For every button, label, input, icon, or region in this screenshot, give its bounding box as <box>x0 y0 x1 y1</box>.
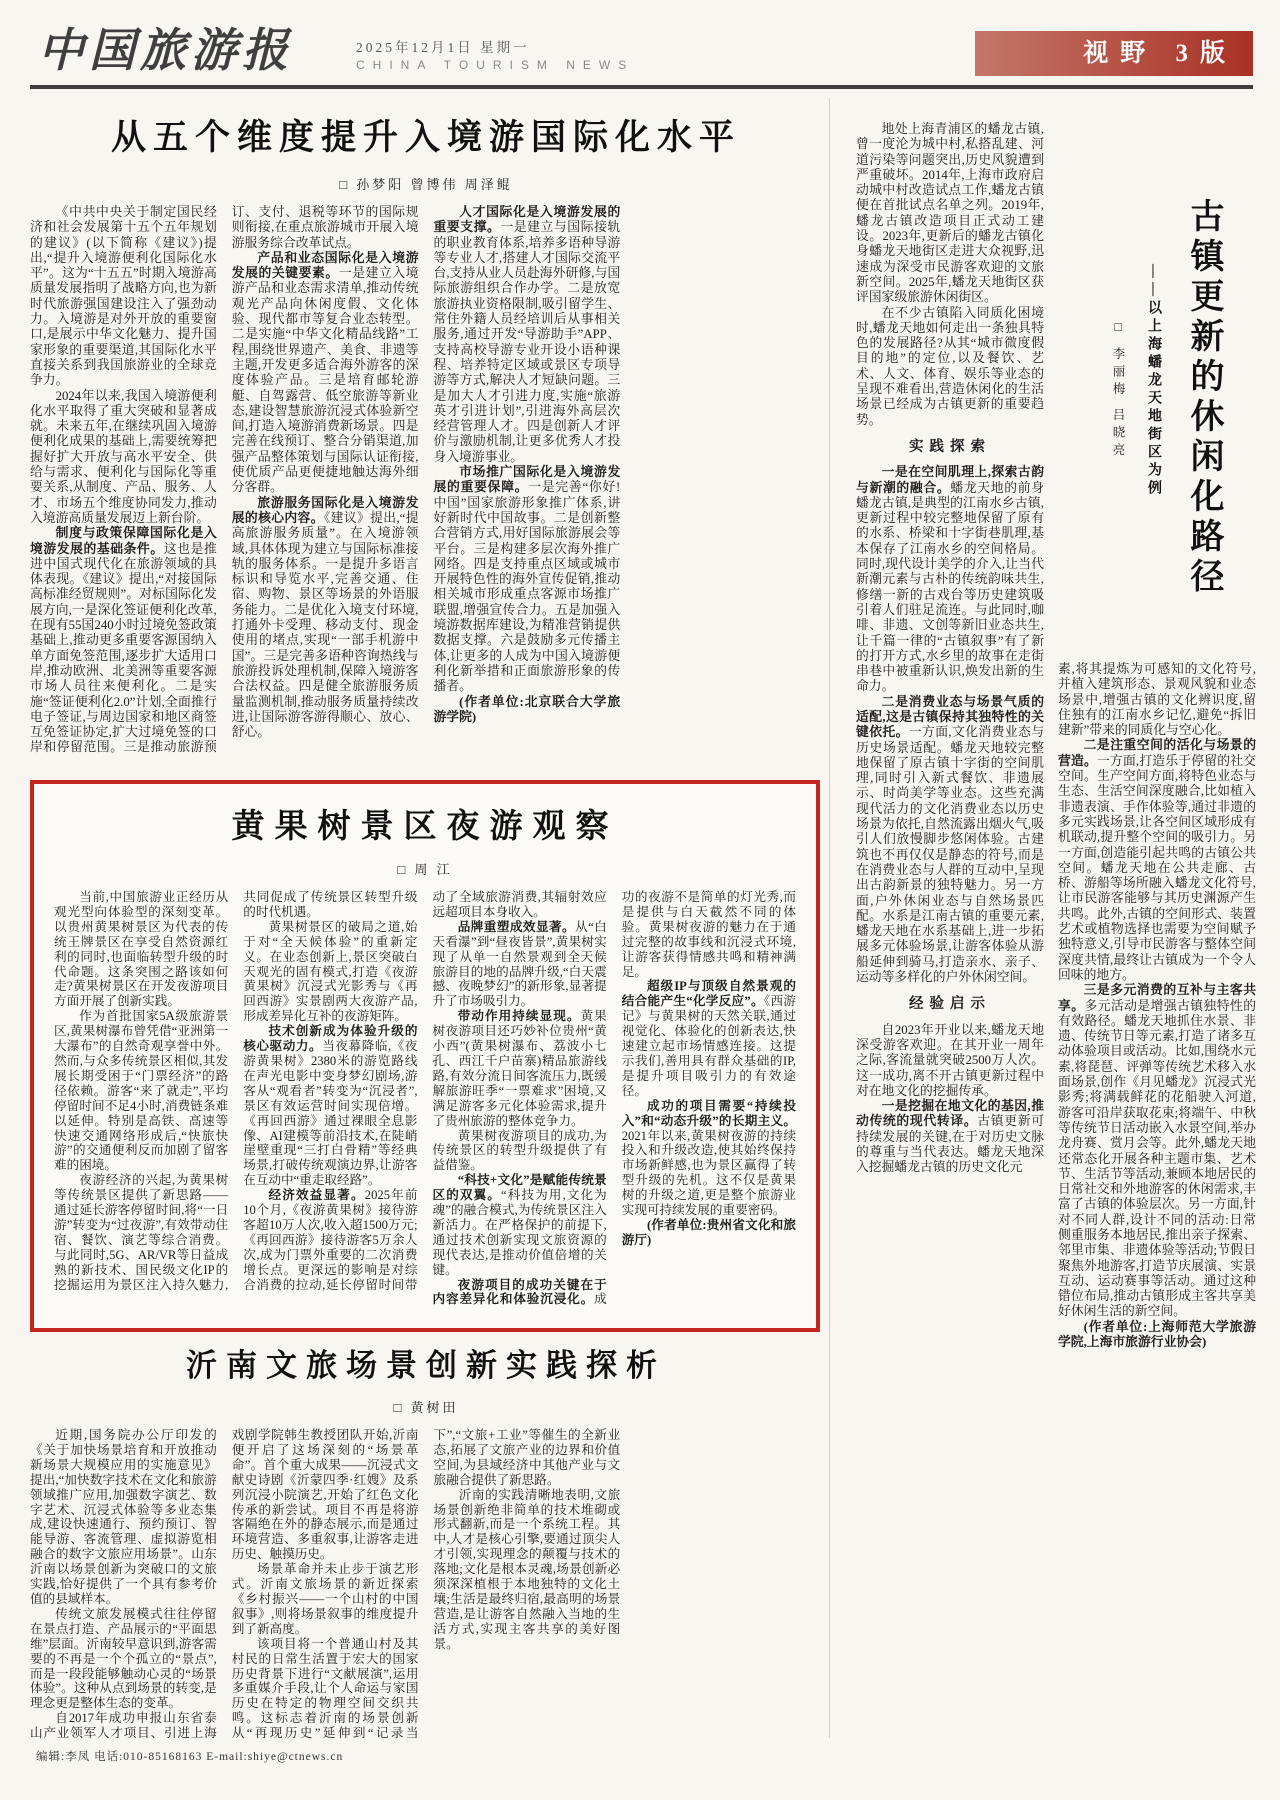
author-note: (作者单位:北京联合大学旅游学院) <box>433 694 621 724</box>
paragraph-lead: 产品和业态国际化是入境游发展的关键要素。 <box>231 250 419 281</box>
paragraph: 一是挖掘在地文化的基因,推动传统的现代转译。古镇更新可持续发展的关键,在于对历史文脉的尊重与当代表达。蟠龙天地深入挖掘蟠龙古镇的历史文化元 <box>856 1099 1044 1175</box>
paragraph-lead: 超级IP与顶级自然景观的结合能产生“化学反应”。 <box>621 979 796 1009</box>
section-subhead: 经验启示 <box>909 996 991 1013</box>
paragraph-lead: “科技+文化”是赋能传统景区的双翼。 <box>432 1173 607 1203</box>
paragraph: 自2017年成功申报山东省泰山产业领军人才项目、引进上海戏剧学院韩生教授团队开始,沂南便开启了这场深刻的“场景革命”。首个重大成果——沉浸式文献史诗剧《沂蒙四季·红嫂》及系列沉浸小院演艺,开始了红色文化传承的新尝试。项目不再是将游客隔绝在外的静态展示,而是通过环境营造、多重叙事,让游客走进历史、触摸历史。 <box>30 1428 419 1741</box>
paragraph: 带动作用持续显现。黄果树夜游项目还巧妙补位贵州“黄小西”(黄果树瀑布、荔波小七孔、西江千户苗寨)精品旅游线路,有效分流日间客流压力,既缓解旅游旺季“一票难求”困境,又满足游客多元化体验需求,提升了贵州旅游的整体竞争力。 <box>432 1009 607 1128</box>
paragraph: 黄果树景区的破局之道,始于对“全天候体验”的重新定义。在业态创新上,景区突破白天观光的固有模式,打造《夜游黄果树》沉浸式光影秀与《再回西游》实景剧两大夜游产品,形成差异化互补的夜游矩阵。 <box>243 919 418 1024</box>
paragraph: 素,将其提炼为可感知的文化符号,并植入建筑形态、景观风貌和业态场景中,增强古镇的文化辨识度,留住独有的江南水乡记忆,避免“拆旧建新”带来的同质化与空心化。 <box>1058 662 1256 738</box>
paragraph: 地处上海青浦区的蟠龙古镇,曾一度沦为城中村,私搭乱建、河道污染等问题突出,历史风貌遭到严重破坏。2014年,上海市政府启动城中村改造试点工作,蟠龙古镇便在首批试点名单之列。2019年,蟠龙古镇改造项目正式动工建设。2023年,更新后的蟠龙古镇化身蟠龙天地街区走进大众视野,迅速成为深受市民游客欢迎的文旅新空间。2025年,蟠龙天地街区获评国家级旅游休闲街区。 <box>856 122 1044 305</box>
paragraph: 制度与政策保障国际化是入境游发展的基础条件。这也是推进中国式现代化在旅游领域的具体表现。《建议》提出,“对接国际高标准经贸规则”。对标国际化发展方向,一是深化签证便利化改革,在现有55国240小时过境免签政策基础上,推动更多重要客源国纳入单方面免签范围,逐步扩大适用口岸,推动欧洲、北美洲等重要客源市场人员往来便利化。二是实施“签证便利化2.0”计划,全面推行电子签证,与周边国家和地区商签互免签证协定,扩大过境免签的口岸和停留范围。三是推动旅游预订、支付、退税等环节的国际规则衔接,在重点旅游城市开展入境游服务综合改革试点。 <box>30 205 419 755</box>
article-body <box>30 205 822 765</box>
article-column-left <box>856 122 1044 1708</box>
paragraph: 三是多元消费的互补与主客共享。多元活动是增强古镇独特性的有效路径。蟠龙天地抓住水景、非遗、传统节日等元素,打造了诸多互动体验项目或活动。比如,围绕水元素,将琵琶、评弹等传统艺术移入水面场景,创作《月见蟠龙》沉浸式光影秀;将满载鲜花的花船驶入河道,游客可沿岸获取花束;将端午、中秋等传统节日活动嵌入水景空间,举办龙舟赛、赏月会等。此外,蟠龙天地还常态化开展各种主题市集、艺术节、生活节等活动,兼顾本地居民的日常社交和外地游客的休闲需求,丰富了古镇的体验层次。另一方面,针对不同人群,设计不同的活动:日常侧重服务本地居民,推出亲子探索、邻里市集、非遗体验等活动;节假日聚焦外地游客,打造节庆展演、实景互动、运动赛事等活动。通过这种错位布局,推动古镇形成主客共享美好休闲生活的新空间。 <box>1058 983 1256 1319</box>
author-note: (作者单位:贵州省文化和旅游厅) <box>621 1217 796 1247</box>
paragraph: 《中共中央关于制定国民经济和社会发展第十五个五年规划的建议》(以下简称《建议》)提出,“提升入境游便利化国际化水平”。这为“十五五”时期入境游高质量发展指明了战略方向,也为新时代旅游强国建设注入了强劲动力。入境游是对外开放的重要窗口,是展示中华文化魅力、提升国家形象的重要渠道,其国际化水平直接关系到我国旅游业的全球竞争力。 <box>30 205 217 388</box>
vertical-headline-block <box>1058 122 1256 662</box>
header-divider <box>30 85 1253 89</box>
article-headline: 沂南文旅场景创新实践探析 <box>186 1348 666 1383</box>
paragraph: 市场推广国际化是入境游发展的重要保障。一是完善“你好!中国”国家旅游形象推广体系,讲好新时代中国故事。二是创新整合营销方式,用好国际旅游展会等平台。三是构建多层次海外推广网络。四是支持重点区域或城市开展特色性的海外宣传促销,推动相关城市形成重点客源市场推广联盟,增强宣传合力。五是加强入境游数据库建设,为精准营销提供数据支撑。六是鼓励多元传播主体,让更多的人成为中国入境游便利化新举措和正面旅游形象的传播者。 <box>433 465 621 694</box>
paragraph: 旅游服务国际化是入境游发展的核心内容。《建议》提出,“提高旅游服务质量”。在入境游领域,具体体现为建立与国际标准接轨的服务体系。一是提升多语言标识和导览水平,完善交通、住宿、购物、景区等场景的外语服务能力。二是优化入境支付环境,打通外卡受理、移动支付、现金使用的堵点,实现“一部手机游中国”。三是完善多语种咨询热线与旅游投诉处理机制,保障入境游客合法权益。四是健全旅游服务质量监测机制,推动服务质量持续改进,让国际游客游得顺心、放心、舒心。 <box>231 495 419 740</box>
paragraph: 成功的项目需要“持续投入”和“动态升级”的长期主义。2021年以来,黄果树夜游的持续投入和升级改造,使其始终保持市场新鲜感,也为景区赢得了转型升级的先机。这不仅是黄果树的升级之道,更是整个旅游业实现可持续发展的重要密码。 <box>621 1098 796 1218</box>
article-byline: □ 孙梦阳 曾博伟 周泽鲲 <box>339 177 513 192</box>
paragraph-lead: 三是多元消费的互补与主客共享。 <box>1058 983 1256 1013</box>
paragraph: 该项目将一个普通山村及其村民的日常生活置于宏大的国家历史背景下进行“文献展演”,运用多重媒介手段,让个人命运与家国历史在特定的物理空间交织共鸣。这标志着沂南的场景创新从“再现历史”延伸到“记录当下”,“文旅+工业”等催生的全新业态,拓展了文旅产业的边界和价值空间,为县域经济中其他产业与文旅融合提供了新思路。 <box>231 1428 621 1741</box>
paragraph-lead: 带动作用持续显现。 <box>457 1009 581 1024</box>
section-label: 视野 3版 <box>1083 40 1237 67</box>
article-column-right <box>1058 122 1256 1708</box>
article-body <box>1058 662 1256 1682</box>
paragraph-lead: 二是消费业态与场景气质的适配,这是古镇保持其独特性的关键依托。 <box>856 694 1044 740</box>
article-inbound-tourism <box>30 98 822 765</box>
paragraph: 技术创新成为体验升级的核心驱动力。当夜幕降临,《夜游黄果树》2380米的游览路线在声光电影中变身梦幻剧场,游客从“观看者”转变为“沉浸者”,景区有效运营时间实现倍增。《再回西游》通过裸眼全息影像、AI建模等前沿技术,在陡峭崖壁重现“三打白骨精”等经典场景,打破传统观演边界,让游客在互动中“重走取经路”。 <box>243 1024 418 1188</box>
section-subhead: 实践探索 <box>909 438 991 455</box>
masthead-english-name: CHINA TOURISM NEWS <box>356 58 635 72</box>
paragraph: 一是在空间肌理上,探索古韵与新潮的融合。蟠龙天地的前身蟠龙古镇,是典型的江南水乡古镇,更新过程中较完整地保留了原有的水系、桥梁和十字街巷肌理,基本保存了江南水乡的空间格局。同时,现代设计美学的介入,让当代新潮元素与古朴的传统韵味共生,修缮一新的古戏台等历史建筑吸引着人们驻足流连。与此同时,咖啡、非遗、文创等新旧业态共生,让千篇一律的“古镇叙事”有了新的打开方式,水乡里的故事在走街串巷中被重新认识,焕发出新的生命力。 <box>856 465 1044 694</box>
article-byline: □ 李丽梅 吕晓亮 <box>1111 320 1125 461</box>
paragraph: 在不少古镇陷入同质化困境时,蟠龙天地如何走出一条独具特色的发展路径?从其“城市微度假目的地”的定位,以及餐饮、艺术、人文、体育、娱乐等业态的呈现不难看出,营造休闲化的生活场景已经成为古镇更新的重要趋势。 <box>856 305 1044 427</box>
paragraph: 超级IP与顶级自然景观的结合能产生“化学反应”。《西游记》与黄果树的天然关联,通过视觉化、体验化的创新表达,快速建立起市场情感连接。这提示我们,善用具有群众基础的IP,是提升项目吸引力的有效途径。 <box>621 979 796 1098</box>
paragraph-lead: 市场推广国际化是入境游发展的重要保障。 <box>433 465 621 495</box>
paragraph: 沂南的实践清晰地表明,文旅场景创新绝非简单的技术堆砌或形式翻新,而是一个系统工程。其中,人才是核心引擎,要通过顶尖人才引领,实现理念的颠覆与技术的落地;文化是根本灵魂,场景创新必须深深植根于本地独特的文化土壤;生活是最终归宿,最高明的场景营造,是让游客自然融入当地的生活方式,实现主客共享的美好图景。 <box>433 1487 621 1651</box>
article-body <box>54 890 796 1320</box>
masthead-date: 2025年12月1日 星期一 <box>356 40 530 55</box>
paragraph-lead: 品牌重塑成效显著。 <box>457 919 576 934</box>
paragraph: 人才国际化是入境游发展的重要支撑。一是建立与国际接轨的职业教育体系,培养多语种导游等专业人才,搭建人才国际交流平台,支持从业人员赴海外研修,与国际旅游组织合作办学。二是放宽旅游执业资格限制,吸引留学生、常住外籍人员经培训后从事相关服务,通过开发“导游助手”APP、支持高校导游专业开设小语种课程、培养特定区域或景区专项导游等方式,解决人才短缺问题。三是加大人才引进力度,实施“旅游英才引进计划”,引进海外高层次经营管理人才。四是创新人才评价与激励机制,让更多优秀人才投身入境游事业。 <box>433 205 621 464</box>
editor-contact-line: 编辑:李凤 电话:010-85168163 E-mail:shiye@ctnews.cn <box>36 1751 344 1763</box>
newspaper-masthead: 中国旅游报 <box>38 25 293 76</box>
paragraph: 作为首批国家5A级旅游景区,黄果树瀑布曾凭借“亚洲第一大瀑布”的自然奇观享誉中外。然而,与众多传统景区相似,其发展长期受困于“门票经济”的路径依赖。游客“来了就走”,平均停留时间不足4小时,消费链条难以延伸。特别是高铁、高速等快速交通网络形成后,“快旅快游”的交通便利反而加剧了留客难的困境。 <box>54 1009 229 1173</box>
article-headline: 从五个维度提升入境游国际化水平 <box>110 118 741 157</box>
article-subtitle: ——以上海蟠龙天地街区为例 <box>1146 264 1161 498</box>
article-headline: 古镇更新的休闲化路径 <box>1185 198 1222 598</box>
paragraph: 2024年以来,我国入境游便利化水平取得了重大突破和显著成就。未来五年,在继续巩固入境游便利化成果的基础上,需要统筹把握好扩大开放与高水平安全、供给与需求、便利化与国际化等重要关系,从制度、产品、服务、人才、市场五个维度协同发力,推动入境游高质量发展迈上新台阶。 <box>30 388 217 525</box>
article-headline: 黄果树景区夜游观察 <box>231 809 619 845</box>
paragraph-lead: 技术创新成为体验升级的核心驱动力。 <box>243 1024 418 1054</box>
paragraph-lead: 成功的项目需要“持续投入”和“动态升级”的长期主义。 <box>621 1098 796 1128</box>
paragraph-lead: 一是挖掘在地文化的基因,推动传统的现代转译。 <box>856 1099 1044 1129</box>
section-label-box <box>975 31 1253 76</box>
paragraph-lead: 夜游项目的成功关键在于内容差异化和体验沉浸化。 <box>432 1277 607 1307</box>
article-guzhen <box>842 98 1256 1746</box>
paragraph: 经济效益显著。2025年前10个月,《夜游黄果树》接待游客超10万人次,收入超1500万元;《再回西游》接待游客5万余人次,成为门票外重要的二次消费增长点。更深远的影响是对综合消费的拉动,延长停留时间带动了全域旅游消费,其辐射效应远超项目本身收入。 <box>243 890 607 1292</box>
paragraph: 品牌重塑成效显著。从“白天看瀑”到“昼夜皆景”,黄果树实现了从单一自然景观到全天候旅游目的地的品牌升级,“白天震撼、夜晚梦幻”的新形象,显著提升了市场吸引力。 <box>432 919 607 1009</box>
paragraph: 传统文旅发展模式往往停留在景点打造、产品展示的“平面思维”层面。沂南较早意识到,游客需要的不再是一个个孤立的“景点”,而是一段段能够触动心灵的“场景体验”。这种从点到场景的转变,是理念更是整体生态的变革。 <box>30 1606 217 1711</box>
paragraph: 二是注重空间的活化与场景的营造。一方面,打造乐于停留的社交空间。生产空间方面,将特色业态与生态、生活空间深度融合,比如植入非遗表演、手作体验等,通过非遗的多元实践场景,让各空间区域形成有机联动,提升整个空间的吸引力。另一方面,创造能引起共鸣的古镇公共空间。蟠龙天地在公共走廊、古桥、游船等场所融入蟠龙文化符号,让市民游客能够与其历史渊源产生共鸣。此外,古镇的空间形式、装置艺术或植物选择也需要为空间赋予独特意义,引导市民游客与整体空间深度共情,最终让古镇成为一个令人回味的地方。 <box>1058 738 1256 982</box>
author-note: (作者单位:上海师范大学旅游学院,上海市旅游行业协会) <box>1058 1319 1256 1350</box>
paragraph: 近期,国务院办公厅印发的《关于加快场景培育和开放推动新场景大规模应用的实施意见》提出,“加快数字技术在文化和旅游领域推广应用,加强数字演艺、数字艺术、沉浸式体验等多业态集成,建设快速通行、预约预订、智能导游、客流管理、虚拟游览相融合的数字文旅应用场景”。山东沂南以场景创新为突破口的文旅实践,恰好提供了一个具有参考价值的县域样本。 <box>30 1428 217 1606</box>
paragraph-lead: 经济效益显著。 <box>268 1188 365 1203</box>
article-body <box>30 1428 822 1746</box>
paragraph: 黄果树夜游项目的成功,为传统景区的转型升级提供了有益借鉴。 <box>432 1128 607 1173</box>
paragraph: “科技+文化”是赋能传统景区的双翼。“科技为用,文化为魂”的融合模式,为传统景区注入新活力。在严格保护的前提下,通过技术创新实现文旅资源的现代表达,是推动价值倍增的关键。 <box>432 1173 607 1277</box>
paragraph-lead: 人才国际化是入境游发展的重要支撑。 <box>433 205 621 235</box>
paragraph: 夜游经济的兴起,为黄果树等传统景区提供了新思路——通过延长游客停留时间,将“一日游”转变为“过夜游”,有效带动住宿、餐饮、演艺等综合消费。与此同时,5G、AR/VR等日益成熟的新技术、国民级文化IP的挖掘运用为景区注入持久魅力,共同促成了传统景区转型升级的时代机遇。 <box>54 890 418 1292</box>
article-huangguoshu-redbox <box>30 780 820 1332</box>
article-byline: □ 周 江 <box>397 862 453 877</box>
paragraph: 场景革命并未止步于演艺形式。沂南文旅场景的新近探索《乡村振兴——一个山村的中国叙事》,则将场景叙事的维度提升到了新高度。 <box>231 1562 419 1636</box>
paragraph-lead: 旅游服务国际化是入境游发展的核心内容。 <box>231 495 419 525</box>
paragraph-lead: 制度与政策保障国际化是入境游发展的基础条件。 <box>30 526 217 556</box>
paragraph: 当前,中国旅游业正经历从观光型向体验型的深刻变革。以贵州黄果树景区为代表的传统王牌景区在享受自然资源红利的同时,也面临转型升级的时代命题。这条突围之路该如何走?黄果树景区在开发夜游项目方面开展了创新实践。 <box>54 890 229 1009</box>
article-yinan <box>30 1340 822 1746</box>
paragraph: 二是消费业态与场景气质的适配,这是古镇保持其独特性的关键依托。一方面,文化消费业态与历史场景适配。蟠龙天地较完整地保留了原古镇十字街的空间肌理,同时引入新式餐饮、非遗展示、时尚美学等业态。这些充满现代活力的文化消费业态以历史场景为依托,自然流露出烟火气,吸引人们放慢脚步悠闲体验。古建筑也不再仅仅是静态的符号,而是在消费业态与人群的互动中,呈现出古韵新景的独特魅力。另一方面,户外休闲业态与自然场景匹配。水系是江南古镇的重要元素,蟠龙天地在水系基础上,进一步拓展多元体验场景,让游客体验从游船延伸到骑马,打造亲水、亲子、运动等多样化的户外休闲空间。 <box>856 694 1044 985</box>
paragraph: 产品和业态国际化是入境游发展的关键要素。一是建立入境游产品和业态需求清单,推动传统观光产品向休闲度假、文化体验、现代都市等复合业态转型。二是实施“中华文化精品线路”工程,围绕世界遗产、美食、非遗等主题,开发更多适合海外游客的深度体验产品。三是培育邮轮游艇、自驾露营、低空旅游等新业态,建设智慧旅游沉浸式体验新空间,打造入境游消费新场景。四是完善在线预订、整合分销渠道,加强产品整体策划与国际认证衔接,使优质产品更便捷地触达海外细分客群。 <box>231 250 419 495</box>
paragraph: 自2023年开业以来,蟠龙天地深受游客欢迎。在其开业一周年之际,客流量就突破2500万人次。这一成功,离不开古镇更新过程中对在地文化的挖掘传承。 <box>856 1022 1044 1098</box>
paragraph: 夜游项目的成功关键在于内容差异化和体验沉浸化。成功的夜游不是简单的灯光秀,而是提供与白天截然不同的体验。黄果树夜游的魅力在于通过完整的故事线和沉浸式环境,让游客获得情感共鸣和精神满足。 <box>432 890 796 1307</box>
paragraph-lead: 一是在空间肌理上,探索古韵与新潮的融合。 <box>856 465 1044 495</box>
paragraph-lead: 二是注重空间的活化与场景的营造。 <box>1058 738 1256 768</box>
article-byline: □ 黄树田 <box>393 1400 459 1415</box>
column-divider <box>829 98 830 1738</box>
